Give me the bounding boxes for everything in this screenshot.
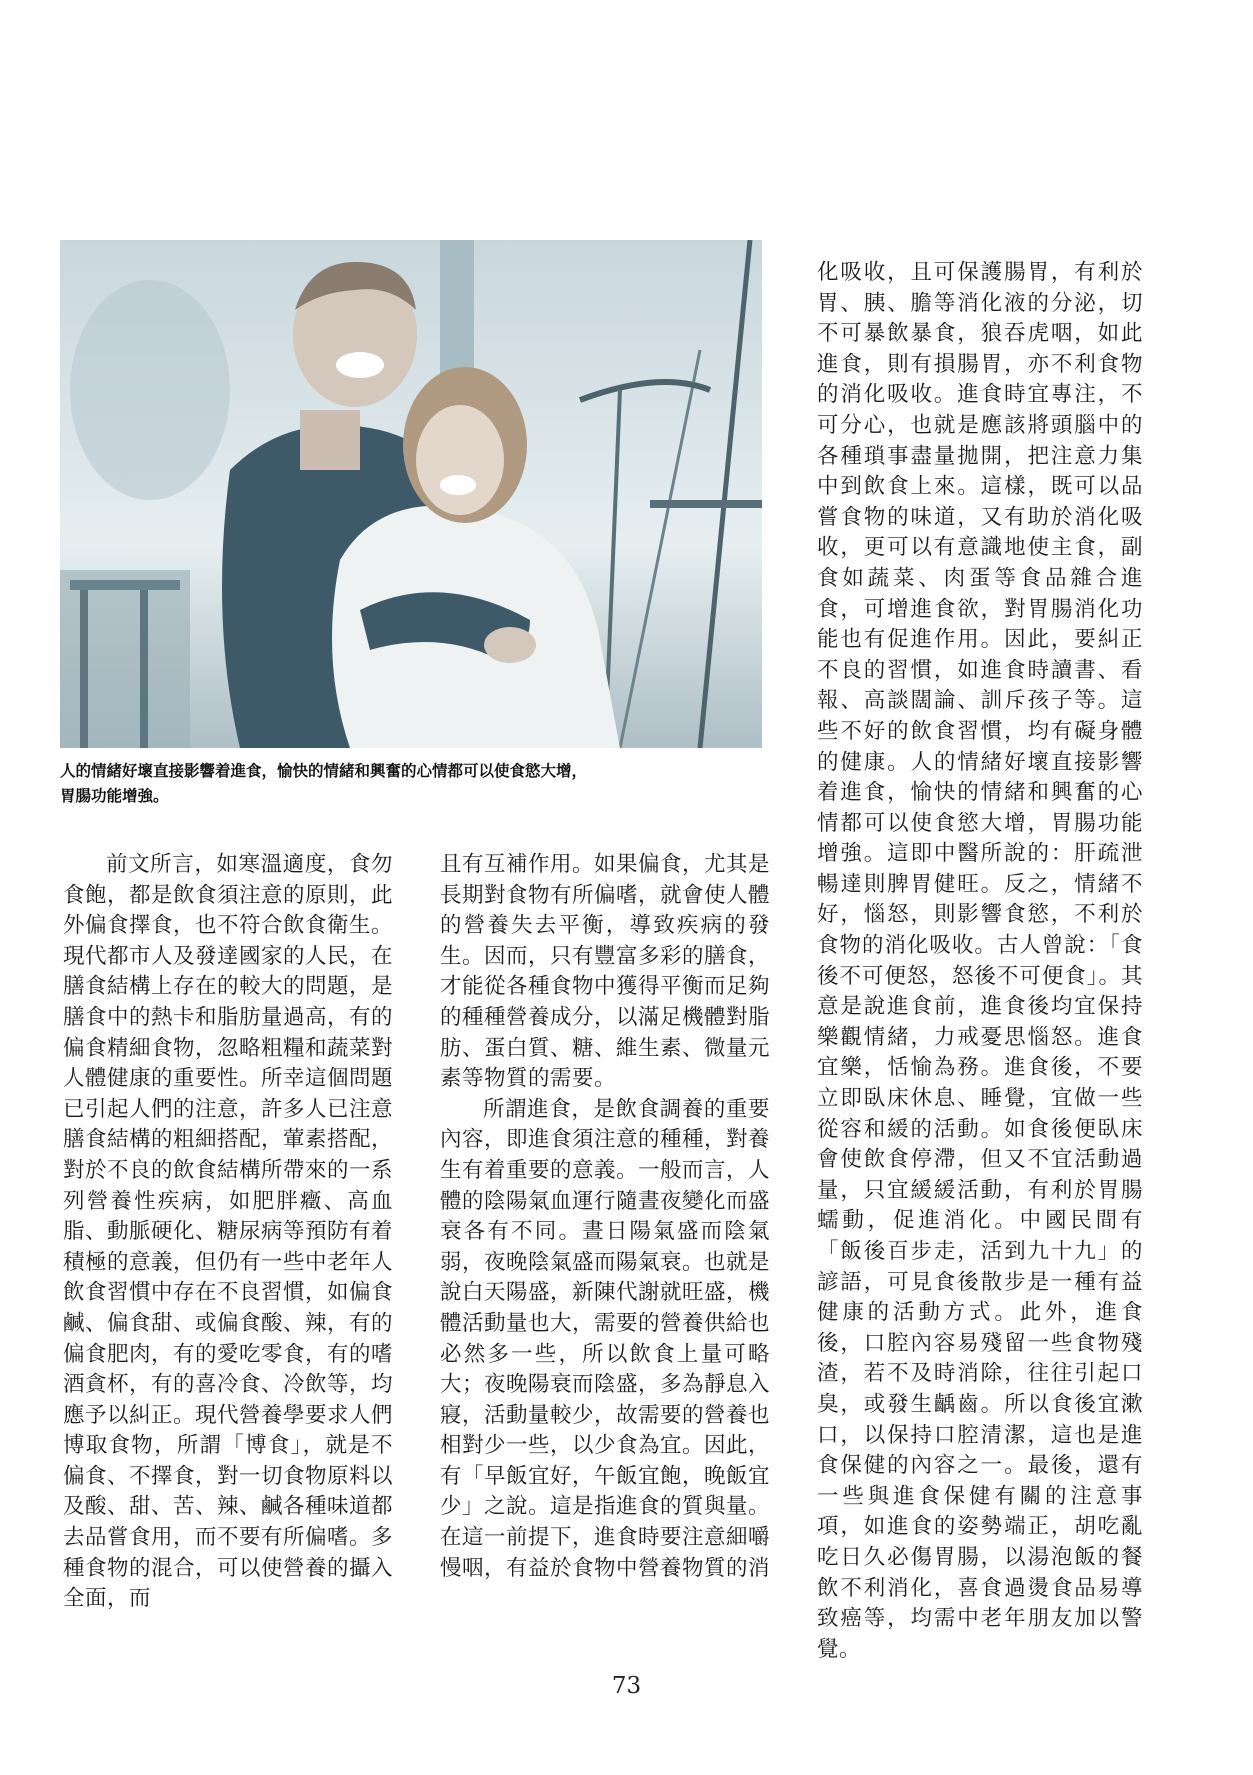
couple-photo-illustration	[60, 240, 762, 748]
couple-photo-icon	[60, 240, 762, 748]
text-column-left	[63, 850, 393, 1615]
body-paragraph: 前文所言，如寒溫適度，食勿食飽，都是飲食須注意的原則，此外偏食擇食，也不符合飲食衛生。現代都市人及發達國家的人民，在膳食結構上存在的較大的問題，是膳食中的熱卡和脂肪量過高，有的偏食精細食物，忽略粗糧和蔬菜對人體健康的重要性。所幸這個問題已引起人們的注意，許多人已注意膳食結構的粗細搭配，葷素搭配，對於不良的飲食結構所帶來的一系列營養性疾病，如肥胖癥、高血脂、動脈硬化、糖尿病等預防有着積極的意義，但仍有一些中老年人飲食習慣中存在不良習慣，如偏食鹹、偏食甜、或偏食酸、辣，有的偏食肥肉，有的愛吃零食，有的嗜酒貪杯，有的喜冷食、冷飲等，均應予以糾正。現代營養學要求人們博取食物，所謂「博食」，就是不偏食、不擇食，對一切食物原料以及酸、甜、苦、辣、鹹各種味道都去品嘗食用，而不要有所偏嗜。多種食物的混合，可以使營養的攝入全面，而	[63, 852, 394, 1612]
text-column-middle	[440, 850, 770, 1584]
caption-line-2: 胃腸功能增強。	[60, 787, 169, 805]
page-number: 73	[611, 1673, 642, 1699]
text-column-right	[817, 258, 1143, 1665]
photo-caption	[60, 759, 762, 809]
caption-line-1: 人的情緒好壞直接影響着進食，愉快的情緒和興奮的心情都可以使食慾大增，	[60, 762, 588, 780]
body-paragraph: 化吸收，且可保護腸胃，有利於胃、胰、膽等消化液的分泌，切不可暴飲暴食，狼吞虎咽，如此進食，則有損腸胃，亦不利食物的消化吸收。進食時宜專注，不可分心，也就是應該將頭腦中的各種瑣事盡量拋開，把注意力集中到飲食上來。這樣，既可以品嘗食物的味道，又有助於消化吸收，更可以有意識地使主食，副食如蔬菜、肉蛋等食品雜合進食，可增進食欲，對胃腸消化功能也有促進作用。因此，要糾正不良的習慣，如進食時讀書、看報、高談闊論、訓斥孩子等。這些不好的飲食習慣，均有礙身體的健康。人的情緒好壞直接影響着進食，愉快的情緒和興奮的心情都可以使食慾大增，胃腸功能增強。這即中醫所說的：肝疏泄暢達則脾胃健旺。反之，情緒不好，惱怒，則影響食慾，不利於食物的消化吸收。古人曾說：「食後不可便怒，怒後不可便食」。其意是說進食前，進食後均宜保持樂觀情緒，力戒憂思惱怒。進食宜樂，恬愉為務。進食後，不要立即臥床休息、睡覺，宜做一些從容和緩的活動。如食後便臥床會使飲食停滯，但又不宜活動過量，只宜緩緩活動，有利於胃腸蠕動，促進消化。中國民間有「飯後百步走，活到九十九」的諺語，可見食後散步是一種有益健康的活動方式。此外，進食後，口腔內容易殘留一些食物殘渣，若不及時消除，往往引起口臭，或發生齲齒。所以食後宜漱口，以保持口腔清潔，這也是進食保健的內容之一。最後，還有一些與進食保健有關的注意事項，如進食的姿勢端正，胡吃亂吃日久必傷胃腸，以湯泡飯的餐飲不利消化，喜食過燙食品易導致癌等，均需中老年朋友加以警覺。	[817, 260, 1143, 1662]
body-paragraph: 所謂進食，是飲食調養的重要內容，即進食須注意的種種，對養生有着重要的意義。一般而言，人體的陰陽氣血運行隨晝夜變化而盛衰各有不同。晝日陽氣盛而陰氣弱，夜晚陰氣盛而陽氣衰。也就是說白天陽盛，新陳代謝就旺盛，機體活動量也大，需要的營養供給也必然多一些，所以飲食上量可略大；夜晚陽衰而陰盛，多為靜息入寢，活動量較少，故需要的營養也相對少一些，以少食為宜。因此，有「早飯宜好，午飯宜飽，晚飯宜少」之說。這是指進食的質與量。在這一前提下，進食時要注意細嚼慢咽，有益於食物中營養物質的消	[440, 1096, 771, 1581]
body-paragraph: 且有互補作用。如果偏食，尤其是長期對食物有所偏嗜，就會使人體的營養失去平衡，導致疾病的發生。因而，只有豐富多彩的膳食，才能從各種食物中獲得平衡而足夠的種種營養成分，以滿足機體對脂肪、蛋白質、糖、維生素、微量元素等物質的需要。	[440, 852, 771, 1092]
